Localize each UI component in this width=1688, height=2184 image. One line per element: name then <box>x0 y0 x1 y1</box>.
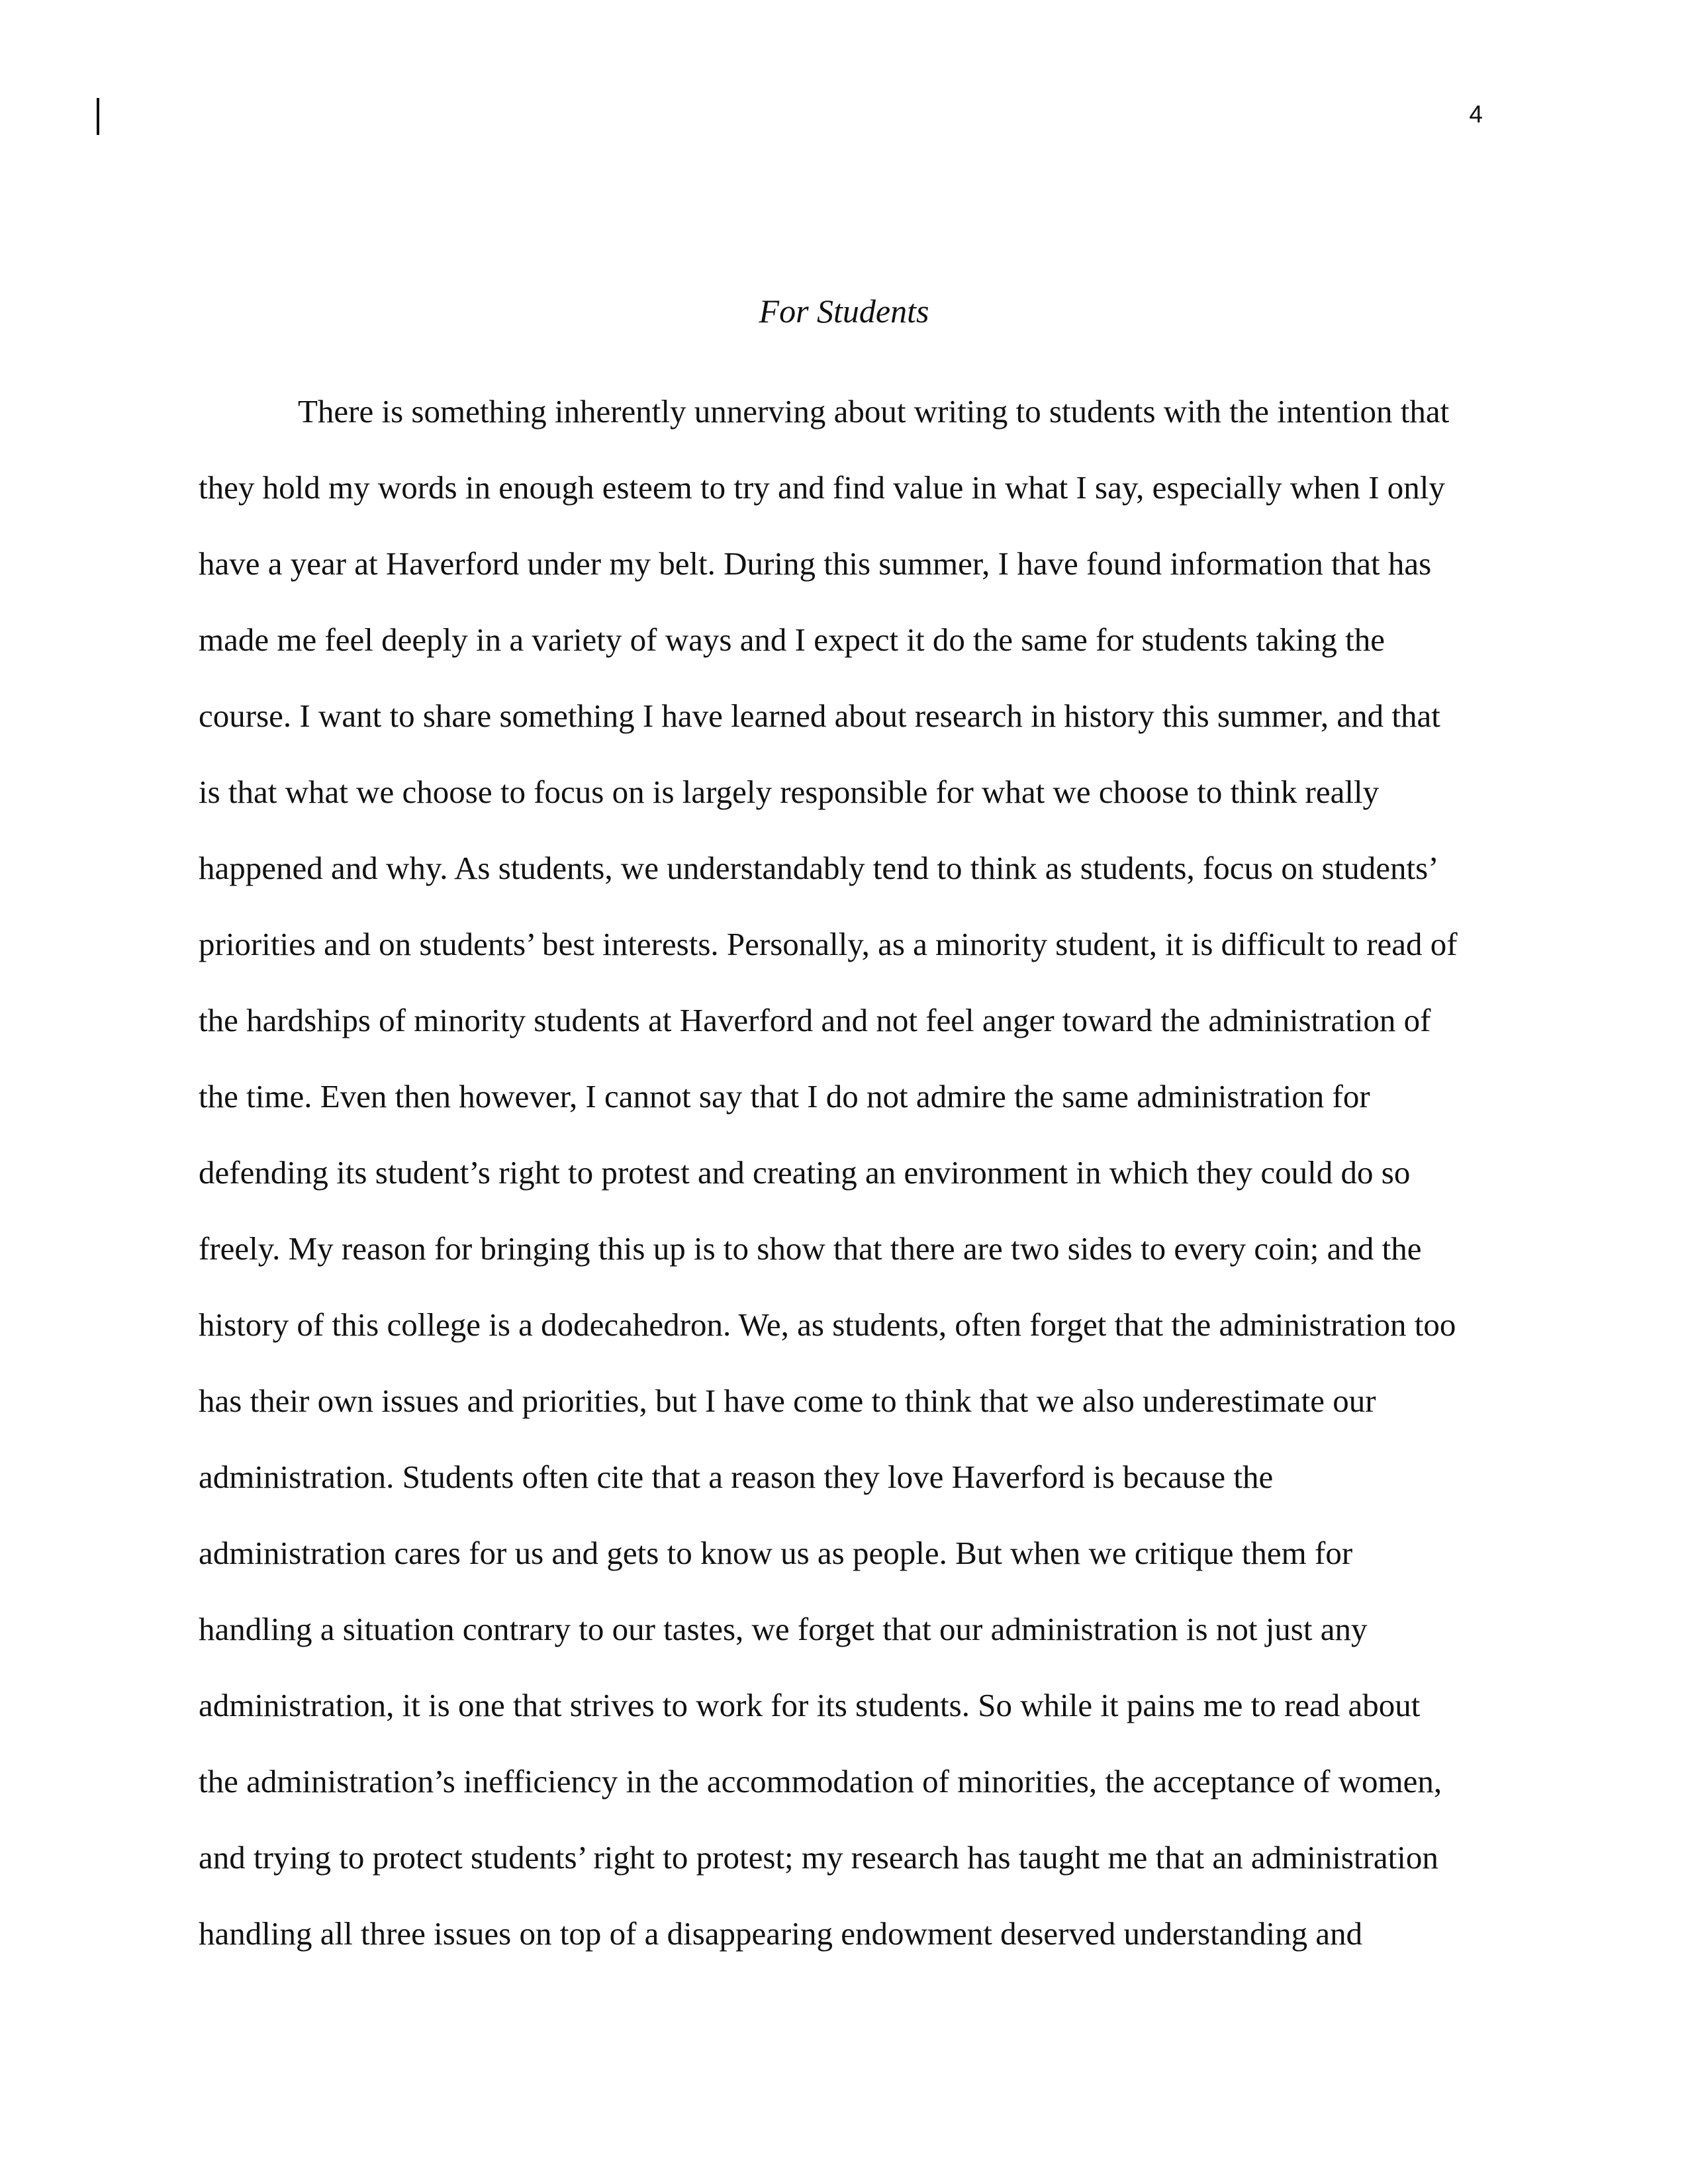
body-line: history of this college is a dodecahedron. We, as students, often forget that the administration too <box>199 1306 1456 1343</box>
body-line: administration cares for us and gets to know us as people. But when we critique them for <box>199 1535 1353 1571</box>
body-line: handling all three issues on top of a disappearing endowment deserved understanding and <box>199 1915 1363 1952</box>
page-number: 4 <box>1469 101 1483 128</box>
text-cursor <box>97 98 99 135</box>
body-line: administration, it is one that strives to work for its students. So while it pains me to read about <box>199 1687 1421 1723</box>
section-title: For Students <box>759 293 929 330</box>
body-line: There is something inherently unnerving about writing to students with the intention that <box>298 393 1450 430</box>
body-line: defending its student’s right to protest and creating an environment in which they could do so <box>199 1154 1411 1191</box>
body-line: have a year at Haverford under my belt. During this summer, I have found information that has <box>199 545 1432 582</box>
body-line: priorities and on students’ best interests. Personally, as a minority student, it is difficult to read of <box>199 926 1458 962</box>
body-line: made me feel deeply in a variety of ways and I expect it do the same for students taking the <box>199 621 1385 658</box>
body-line: they hold my words in enough esteem to try and find value in what I say, especially when I only <box>199 469 1445 506</box>
body-line: freely. My reason for bringing this up is to show that there are two sides to every coin; and the <box>199 1230 1422 1267</box>
body-text <box>199 392 1496 1990</box>
body-line: the hardships of minority students at Haverford and not feel anger toward the administration of <box>199 1002 1431 1038</box>
body-line: happened and why. As students, we understandably tend to think as students, focus on students’ <box>199 850 1439 886</box>
body-line: the time. Even then however, I cannot say that I do not admire the same administration for <box>199 1078 1370 1115</box>
body-line: is that what we choose to focus on is largely responsible for what we choose to think really <box>199 774 1380 810</box>
body-line: administration. Students often cite that a reason they love Haverford is because the <box>199 1459 1274 1495</box>
body-line: the administration’s inefficiency in the accommodation of minorities, the acceptance of women, <box>199 1763 1442 1799</box>
body-line: handling a situation contrary to our tastes, we forget that our administration is not just any <box>199 1611 1368 1647</box>
body-line: course. I want to share something I have learned about research in history this summer, and that <box>199 698 1440 734</box>
body-line: and trying to protect students’ right to protest; my research has taught me that an administration <box>199 1839 1438 1876</box>
body-line: has their own issues and priorities, but I have come to think that we also underestimate our <box>199 1383 1376 1419</box>
